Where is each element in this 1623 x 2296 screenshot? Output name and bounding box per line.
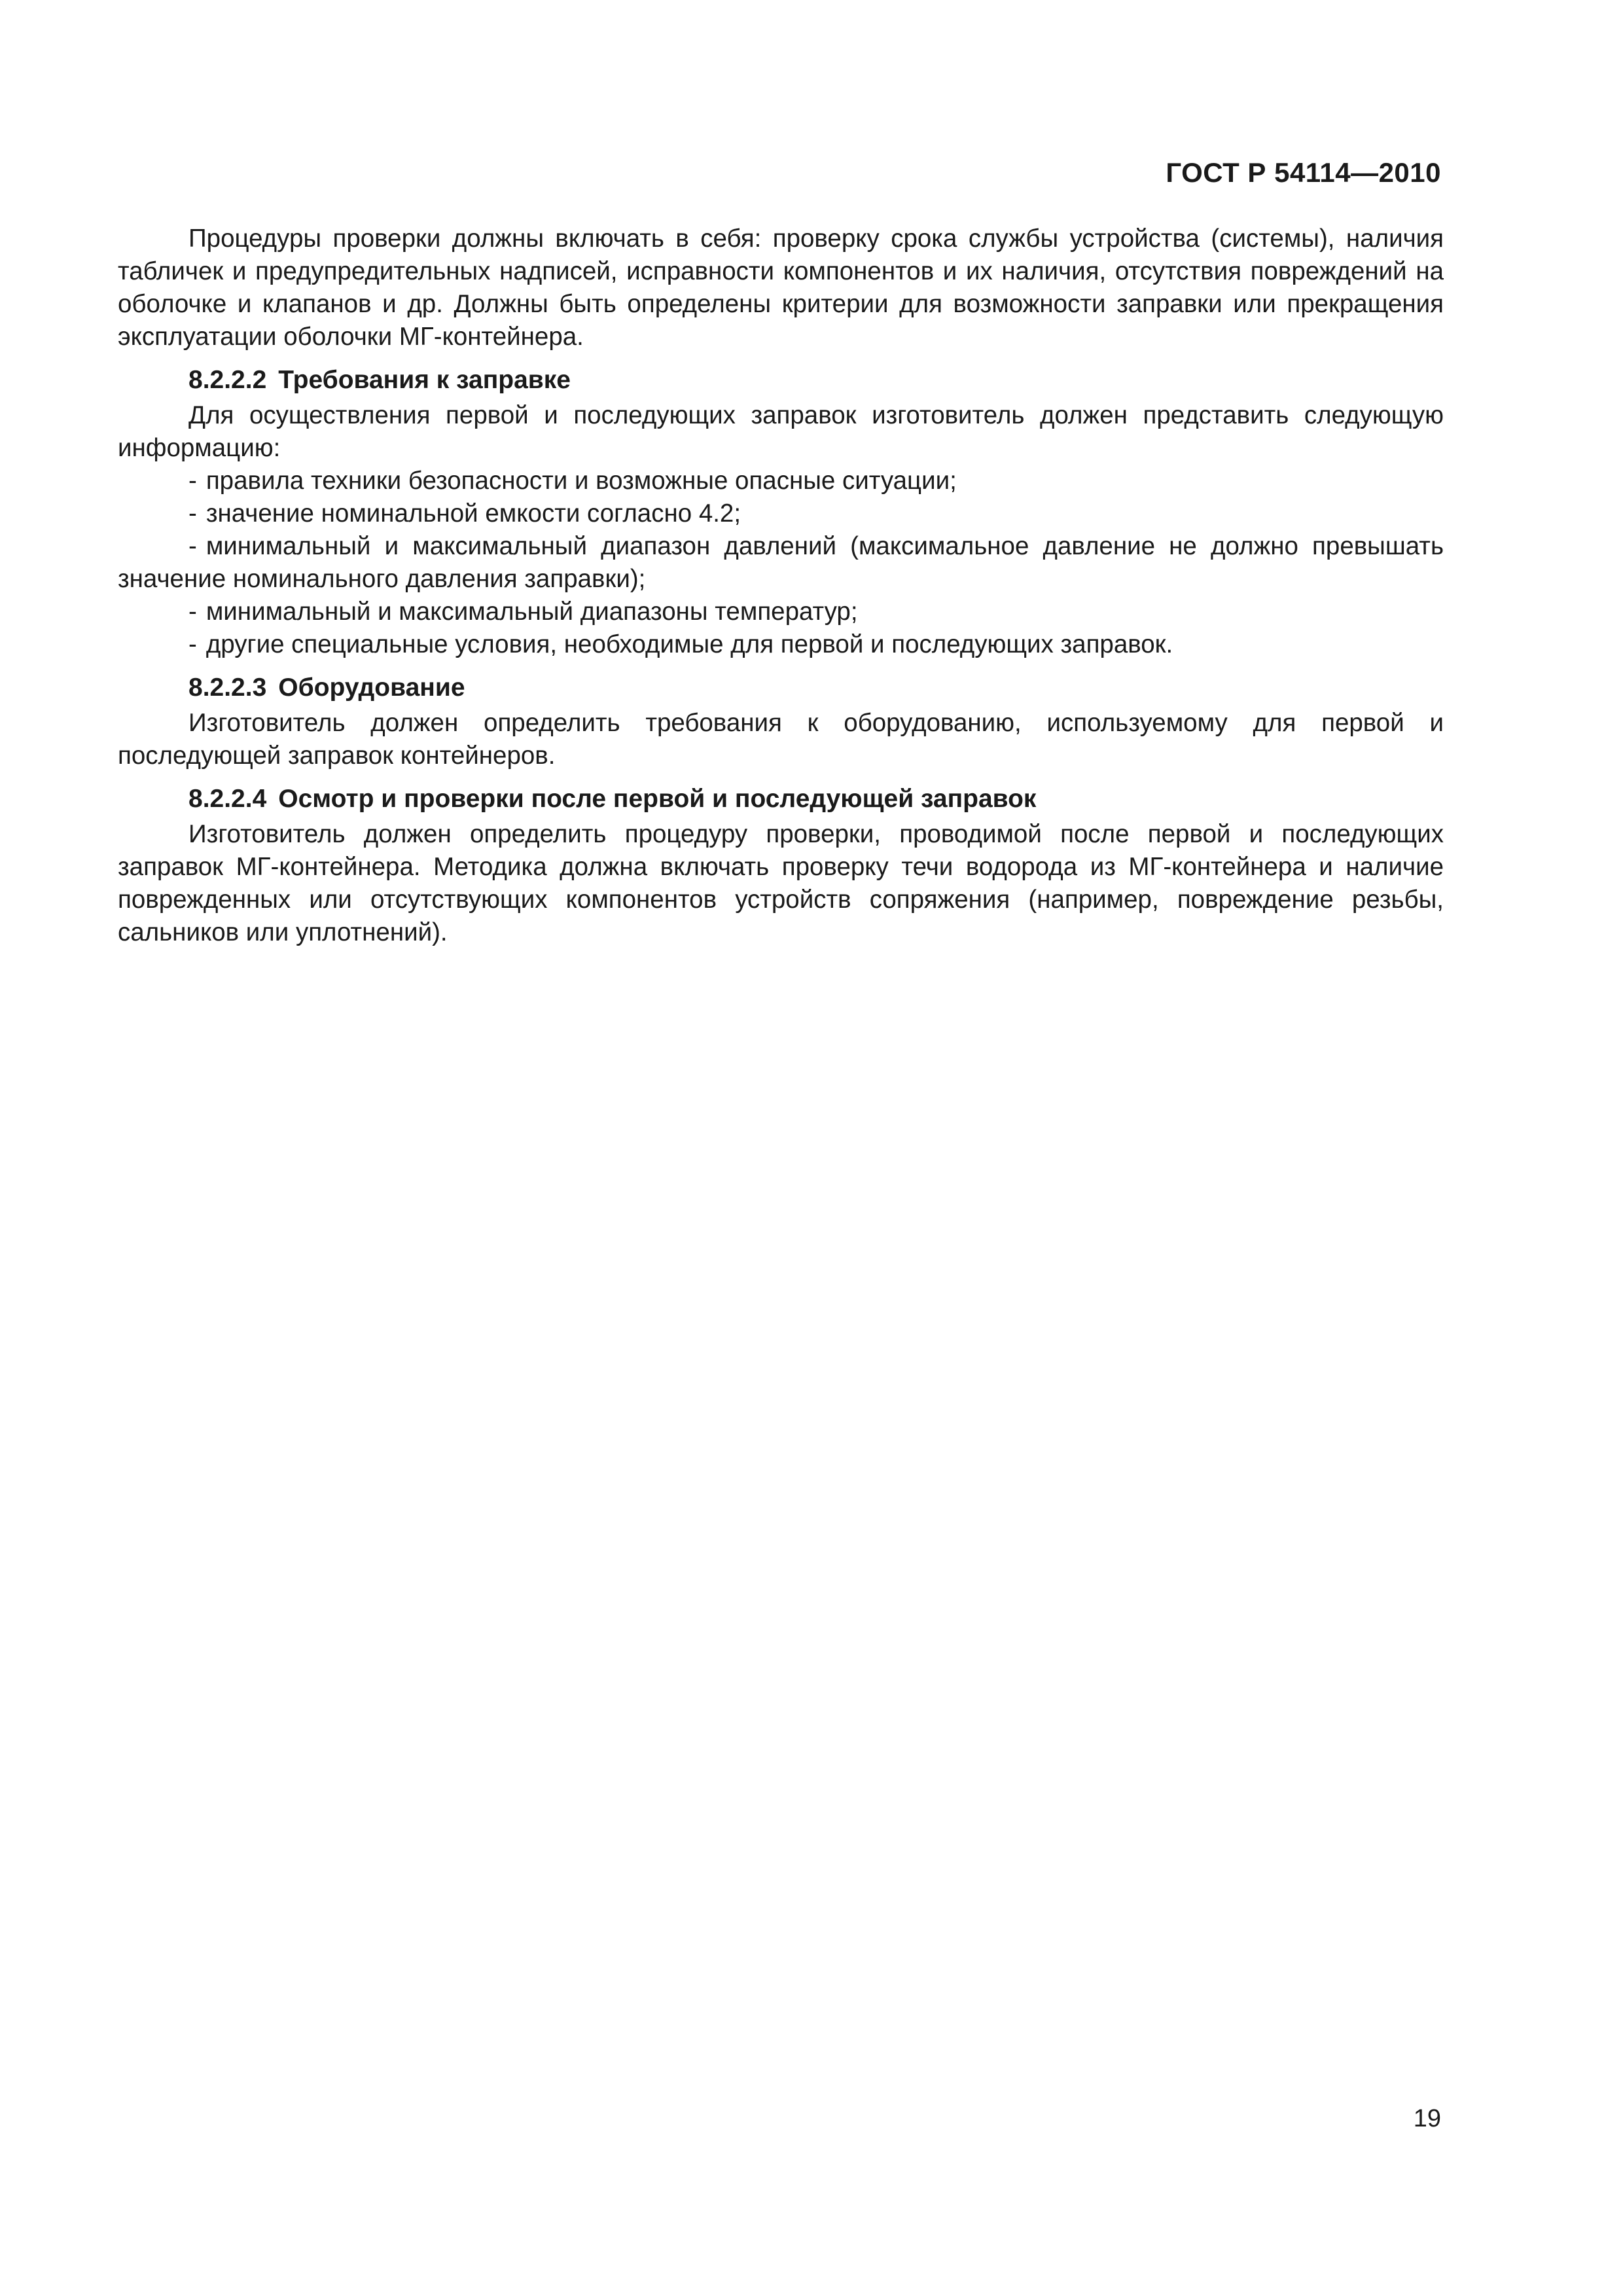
document-body: [118, 223, 1444, 949]
list-item: [118, 497, 1444, 530]
list-item-text: другие специальные условия, необходимые для первой и последующих заправок.: [205, 630, 1173, 658]
section-title: Оборудование: [278, 673, 465, 702]
section-number: 8.2.2.3: [188, 673, 267, 702]
list-dash: -: [188, 598, 197, 626]
section-heading-8-2-2-2: [118, 361, 1444, 399]
list-item: [118, 465, 1444, 497]
section-number: 8.2.2.2: [188, 366, 267, 394]
section-paragraph: Для осуществления первой и последующих заправок изготовитель должен представить следующую информацию:: [118, 401, 1444, 462]
section-paragraph: Изготовитель должен определить процедуру проверки, проводимой после первой и последующих заправок МГ-контейнера. Методика должна включать проверку течи водорода из МГ-контейнера и наличие поврежденных или отсутствующих компонентов устройств сопряжения (например, повреждение резьбы, сальников или уплотнений).: [118, 820, 1444, 946]
list-item-text: правила техники безопасности и возможные опасные ситуации;: [205, 467, 957, 495]
section-title: Требования к заправке: [278, 366, 571, 394]
list-item-text: значение номинальной емкости согласно 4.2;: [205, 499, 741, 528]
list-dash: -: [188, 630, 197, 658]
section-number: 8.2.2.4: [188, 785, 267, 813]
list-dash: -: [188, 467, 197, 495]
list-item: [118, 596, 1444, 628]
section-heading-8-2-2-4: [118, 780, 1444, 818]
list-item: [118, 530, 1444, 596]
list-item-text: минимальный и максимальный диапазон давлений (максимальное давление не должно превышать значение номинального давления заправки);: [118, 532, 1444, 593]
page-number: 19: [1413, 2105, 1441, 2132]
requirements-list: [118, 465, 1444, 661]
section-title: Осмотр и проверки после первой и последующей заправок: [278, 785, 1037, 813]
list-item: [118, 628, 1444, 661]
list-dash: -: [188, 499, 197, 528]
section-heading-8-2-2-3: [118, 669, 1444, 707]
section-paragraph: Изготовитель должен определить требования к оборудованию, используемому для первой и последующей заправок контейнеров.: [118, 709, 1444, 770]
document-code: ГОСТ Р 54114—2010: [1166, 157, 1441, 188]
intro-paragraph: Процедуры проверки должны включать в себя: проверку срока службы устройства (системы), наличия табличек и предупредительных надписей, исправности компонентов и их наличия, отсутствия повреждений на оболочке и клапанов и др. Должны быть определены критерии для возможности заправки или прекращения эксплуатации оболочки МГ-контейнера.: [118, 224, 1444, 351]
list-dash: -: [188, 532, 197, 560]
list-item-text: минимальный и максимальный диапазоны температур;: [205, 598, 858, 626]
